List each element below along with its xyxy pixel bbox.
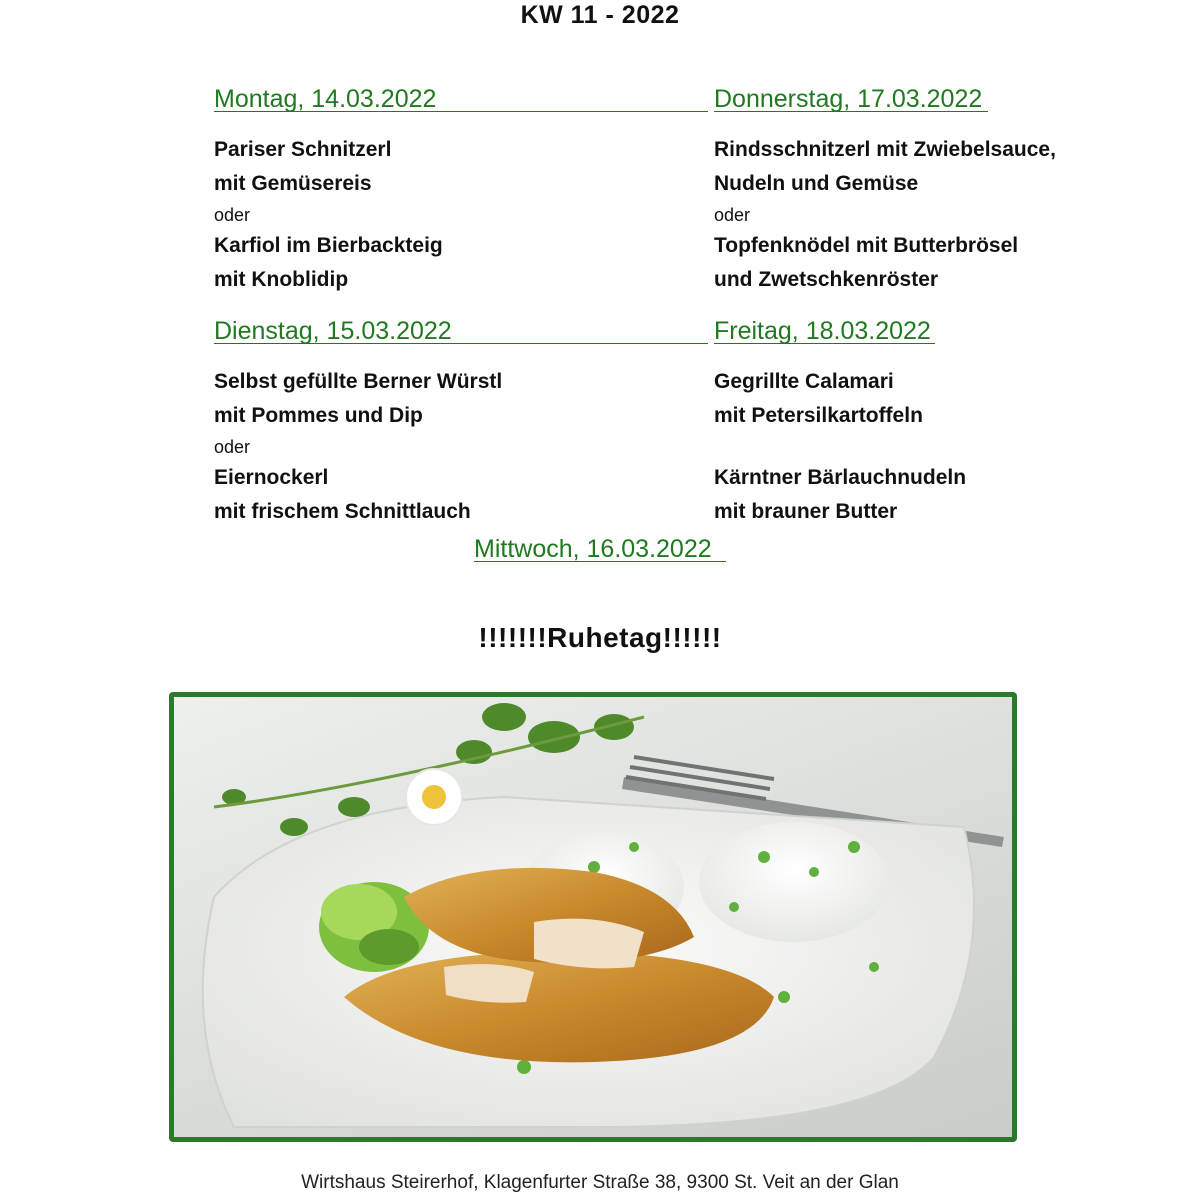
meals-thursday [714, 133, 1056, 297]
heading-monday: Montag, 14.03.2022 [214, 85, 437, 113]
meal-line: Gegrillte Calamari [714, 370, 894, 393]
meal-line: Rindsschnitzerl mit Zwiebelsauce, [714, 138, 1056, 161]
rule-thursday [714, 111, 988, 112]
heading-tuesday: Dienstag, 15.03.2022 [214, 317, 452, 345]
flower-icon [406, 769, 462, 825]
heading-wednesday: Mittwoch, 16.03.2022 [474, 535, 712, 563]
meal-line: mit Petersilkartoffeln [714, 404, 923, 427]
meal-line: Eiernockerl [214, 466, 329, 489]
food-photo [169, 692, 1017, 1142]
rule-wednesday [474, 561, 726, 562]
rule-friday [714, 343, 935, 344]
meal-line: Nudeln und Gemüse [714, 172, 919, 195]
oder-label: oder [714, 205, 751, 225]
meal-line: Pariser Schnitzerl [214, 138, 392, 161]
meal-line: mit brauner Butter [714, 500, 898, 523]
meals-friday [714, 365, 966, 529]
oder-label: oder [214, 437, 251, 457]
meal-line: Kärntner Bärlauchnudeln [714, 466, 967, 489]
heading-thursday: Donnerstag, 17.03.2022 [714, 85, 983, 113]
meal-line: Karfiol im Bierbackteig [214, 234, 443, 257]
meal-gap [714, 433, 966, 461]
rule-monday [214, 111, 708, 112]
meal-line: mit frischem Schnittlauch [214, 500, 471, 523]
meal-line: Topfenknödel mit Butterbrösel [714, 234, 1019, 257]
meal-line: Selbst gefüllte Berner Würstl [214, 370, 503, 393]
meal-line: und Zwetschkenröster [714, 268, 939, 291]
schnitzel-plate-illustration [174, 697, 1012, 1137]
meals-monday [214, 133, 443, 297]
rule-tuesday [214, 343, 708, 344]
meal-line: mit Gemüsereis [214, 172, 372, 195]
restaurant-address: Wirtshaus Steirerhof, Klagenfurter Straße 38, 9300 St. Veit an der Glan [301, 1172, 899, 1193]
meal-line: mit Knoblidip [214, 268, 349, 291]
heading-friday: Freitag, 18.03.2022 [714, 317, 931, 345]
meal-line: mit Pommes und Dip [214, 404, 423, 427]
closed-day-note: !!!!!!!Ruhetag!!!!!! [478, 622, 722, 653]
oder-label: oder [214, 205, 251, 225]
meals-tuesday [214, 365, 502, 529]
week-title: KW 11 - 2022 [520, 1, 680, 29]
